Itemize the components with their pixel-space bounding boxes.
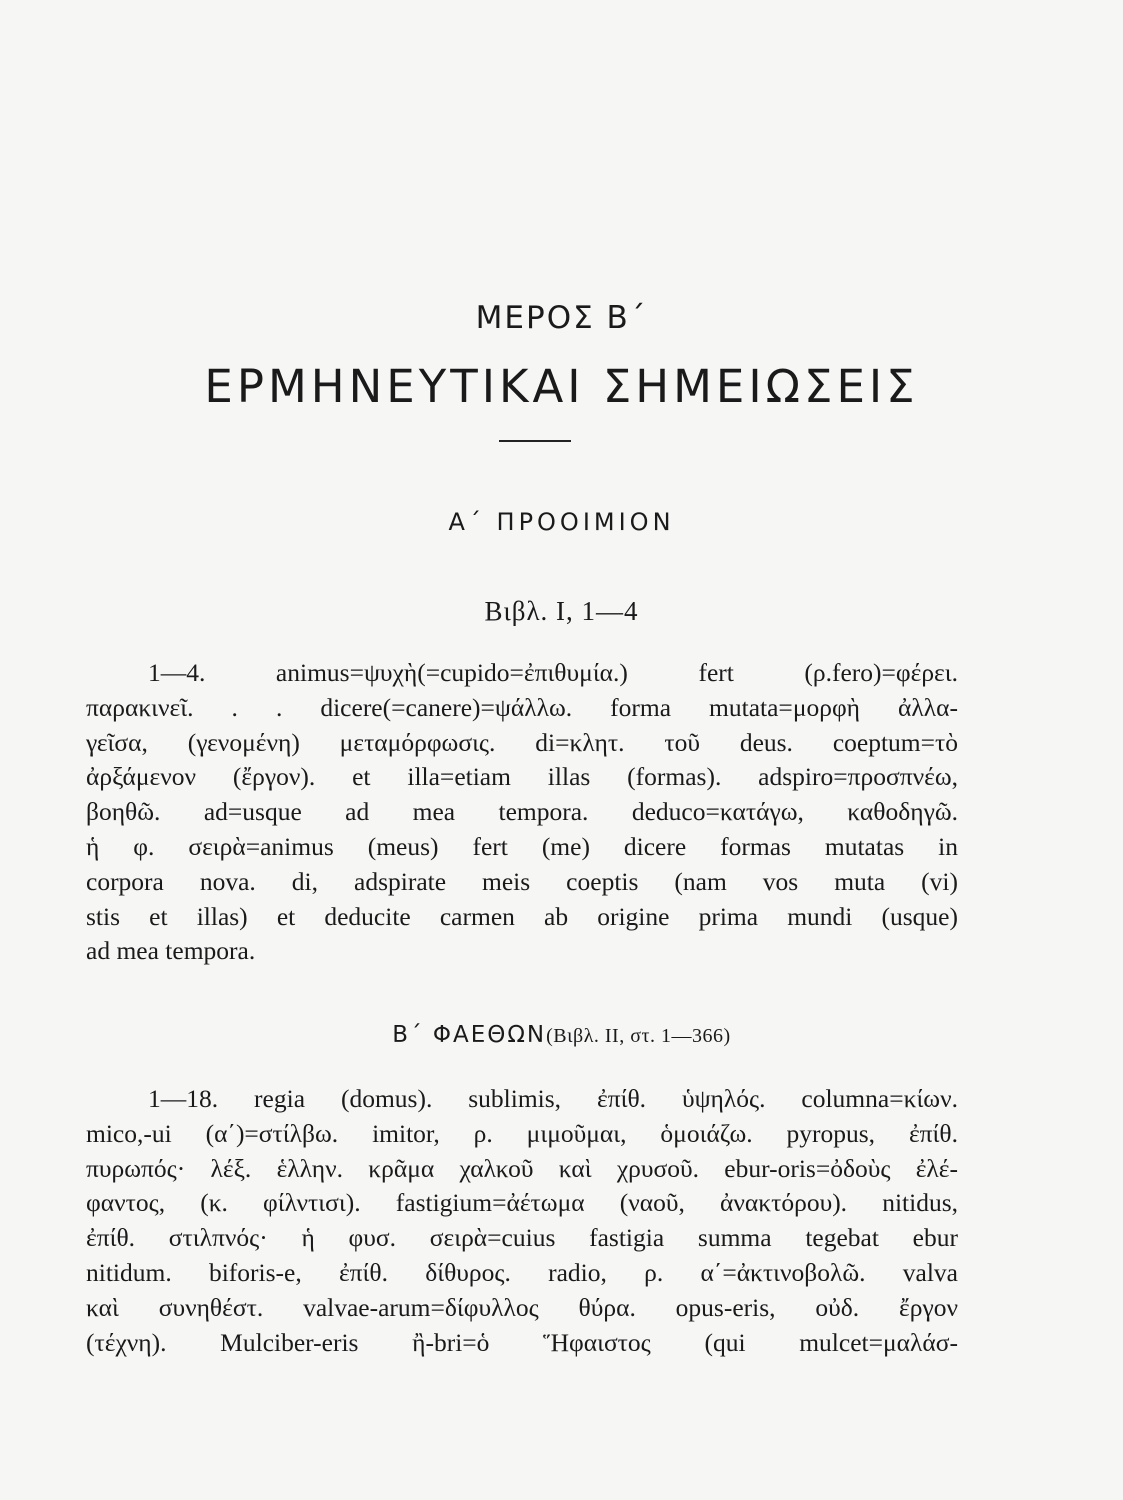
text-line: nitidum. biforis-e, ἐπίθ. δίθυρος. radio, ρ. α΄=ἀκτινοβολῶ. valva xyxy=(86,1257,958,1287)
section-title-phaethon xyxy=(0,1022,1123,1048)
commentary-paragraph-2 xyxy=(86,1082,958,1360)
section-reference: (Βιβλ. ΙΙ, στ. 1—366) xyxy=(546,1025,731,1047)
text-line: καὶ συνηθέστ. valvae-arum=δίφυλλος θύρα. opus-eris, οὐδ. ἔργον xyxy=(86,1292,958,1322)
text-line: φαντος, (κ. φίλντισι). fastigium=ἀέτωμα (ναοῦ, ἀνακτόρου). nitidus, xyxy=(86,1188,958,1218)
text-line: 1—4. animus=ψυχὴ(=cupido=ἐπιθυμία.) fert (ρ.fero)=φέρει. xyxy=(148,658,958,687)
part-label: ΜΕΡΟΣ Β΄ xyxy=(475,300,648,336)
text-line: ad mea tempora. xyxy=(86,936,256,966)
section-title-prooimion: Α΄ ΠΡΟΟΙΜΙΟΝ xyxy=(448,508,675,536)
text-line: (τέχνη). Mulciber-eris ἢ-bri=ὁ Ἥφαιστος (qui mulcet=μαλάσ- xyxy=(86,1327,958,1357)
book-reference: Βιβλ. Ι, 1—4 xyxy=(484,596,639,626)
text-line: βοηθῶ. ad=usque ad mea tempora. deduco=κατάγω, καθοδηγῶ. xyxy=(86,797,958,827)
text-line: παρακινεῖ. . . dicere(=canere)=ψάλλω. forma mutata=μορφὴ ἀλλα- xyxy=(86,692,958,722)
title-divider xyxy=(499,440,571,442)
section-title-text: Β΄ ΦΑΕΘΩΝ xyxy=(392,1022,547,1048)
text-line: πυρωπός· λέξ. ἑλλην. κρᾶμα χαλκοῦ καὶ χρυσοῦ. ebur-oris=ὀδοὺς ἐλέ- xyxy=(86,1153,958,1183)
commentary-paragraph-1 xyxy=(86,656,958,969)
text-line: stis et illas) et deducite carmen ab origine prima mundi (usque) xyxy=(86,901,958,931)
main-title: ΕΡΜΗΝΕΥΤΙΚΑΙ ΣΗΜΕΙΩΣΕΙΣ xyxy=(204,360,919,413)
text-line: ἐπίθ. στιλπνός· ἡ φυσ. σειρὰ=cuius fastigia summa tegebat ebur xyxy=(86,1223,958,1253)
text-line: γεῖσα, (γενομένη) μεταμόρφωσις. di=κλητ. τοῦ deus. coeptum=τὸ xyxy=(86,727,958,757)
text-line: ἀρξάμενον (ἔργον). et illa=etiam illas (formas). adspiro=προσπνέω, xyxy=(86,762,958,792)
text-line: ἡ φ. σειρὰ=animus (meus) fert (me) dicere formas mutatas in xyxy=(86,831,958,861)
text-line: corpora nova. di, adspirate meis coeptis (nam vos muta (vi) xyxy=(86,866,958,896)
text-line: 1—18. regia (domus). sublimis, ἐπίθ. ὑψηλός. columna=κίων. xyxy=(148,1084,958,1113)
text-line: mico,-ui (α΄)=στίλβω. imitor, ρ. μιμοῦμαι, ὁμοιάζω. pyropus, ἐπίθ. xyxy=(86,1118,958,1148)
